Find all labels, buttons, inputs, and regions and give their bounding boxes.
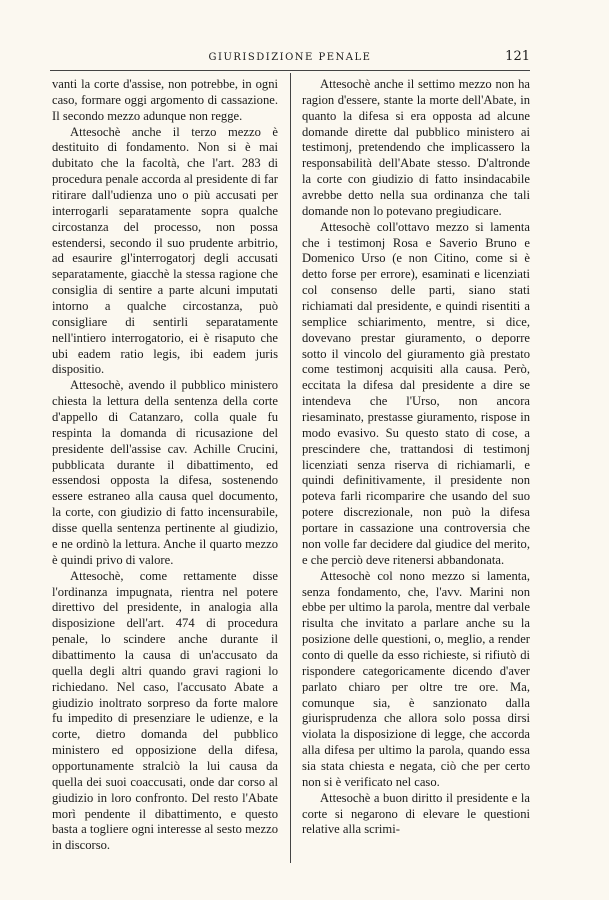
running-title: GIURISDIZIONE PENALE (208, 52, 372, 63)
paragraph: Attesochè col nono mezzo si lamenta, senza fondamento, che, l'avv. Marini non ebbe per ultimo la parola, mentre dal verbale risulta che invitato a parlare anche su la posizione delle questioni, o, meglio, a render conto di quelle da esso richieste, si rifiutò di rispondere categoricamente dicendo d'aver parlato chiaro per oltre tre ore. Ma, comunque sia, è sanzionato dalla giurisprudenza che allora solo possa dirsi violata la disposizione di legge, che accorda alla difesa per ultimo la parola, quando essa sia stata chiesta e negata, ciò che per certo non si è verificato nel caso. (302, 568, 530, 789)
column-divider (290, 73, 291, 863)
paragraph: vanti la corte d'assise, non potrebbe, in ogni caso, formare oggi argomento di cassazione. Il secondo mezzo adunque non regge. (52, 77, 278, 123)
paragraph: Attesochè a buon diritto il presidente e la corte si negarono di elevare le questioni relative alla scrimi- (302, 790, 530, 837)
paragraph: Attesochè, come rettamente disse l'ordinanza impugnata, rientra nel potere direttivo del presidente, in analogia alla disposizione dell'art. 474 di procedura penale, lo scindere anche durante il dibattimento la causa di un'accusato da quella degli altri quando gravi ragioni lo richiedano. Nel caso, l'accusato Abate a giudizio inoltrato sorpreso da forte malore fu impedito di presenziare le udienze, e la corte, dietro domanda del pubblico ministero ed opposizione della difesa, opportunamente stralciò la lui causa da quella dei suoi coaccusati, onde dar corso al giudizio in loro confronto. Del resto l'Abate morì pendente il dibattimento, e questo basta a togliere ogni interesse al sesto mezzo in discorso. (52, 568, 278, 853)
left-column (52, 77, 278, 854)
right-column (302, 77, 530, 838)
running-header (50, 48, 530, 70)
header-rule (50, 70, 530, 71)
paragraph: Attesochè, avendo il pubblico ministero chiesta la lettura della sentenza della corte d'appello di Catanzaro, colla quale fu respinta la domanda di ricusazione del presidente dell'assise cav. Achille Crucini, pubblicata durante il dibattimento, ed essendosi opposta la difesa, sostenendo essere estraneo alla causa quel documento, la corte, con giudizio di fatto incensurabile, disse quella sentenza pertinente al giudizio, e ne ordinò la lettura. Anche il quarto mezzo è quindi privo di valore. (52, 378, 278, 567)
paragraph: Attesochè anche il settimo mezzo non ha ragion d'essere, stante la morte dell'Abate, in quanto la difesa si era opposta ad alcune domande dirette dal pubblico ministero ai testimonj, pretendendo che implicassero la responsabilità dell'Abate stesso. D'altronde la corte con giudizio di fatto insindacabile avrebbe detto nella sua ordinanza che tali domande non lo potevano pregiudicare. (302, 77, 530, 218)
paragraph: Attesochè coll'ottavo mezzo si lamenta che i testimonj Rosa e Saverio Bruno e Domenico Urso (e non Citino, come si è detto forse per errore), esaminati e licenziati col consenso delle parti, siano stati richiamati dal presidente, e quindi risentiti a semplice schiarimento, mentre, si dice, dovevano prestar giuramento, o deporre sotto il vincolo del giuramento già prestato come testimonj acquisiti alla causa. Però, eccitata la difesa dal presidente a dire se intendeva che l'Urso, non ancora riesaminato, prestasse giuramento, rispose in modo evasivo. Su questo stato di cose, a prescindere che, trattandosi di testimonj licenziati senza riserva di richiamarli, e quindi definitivamente, il presidente non poteva farli ricomparire che usando del suo potere discrezionale, non può la difesa portare in cassazione una controversia che non volle far decidere dal giudice del merito, e che perciò deve ritenersi abbandonata. (302, 219, 530, 567)
page-number: 121 (505, 49, 530, 64)
paragraph: Attesochè anche il terzo mezzo è destituito di fondamento. Non si è mai dubitato che la facoltà, che l'art. 283 di procedura penale accorda al presidente di far ritirare dall'udienza uno o più accusati per interrogarli separatamente sopra qualche circostanza del processo, non possa estendersi, secondo il suo prudente arbitrio, ad esaurire gl'interrogatorj degli accusati separatamente, giacchè la stessa ragione che consiglia di sentire a parte alcuni imputati intorno a qualche circostanza, può consigliare di sentirli separatamente nell'intiero interrogatorio, ei è risaputo che ubi eadem ratio legis, ibi eadem juris dispositio. (52, 124, 278, 377)
